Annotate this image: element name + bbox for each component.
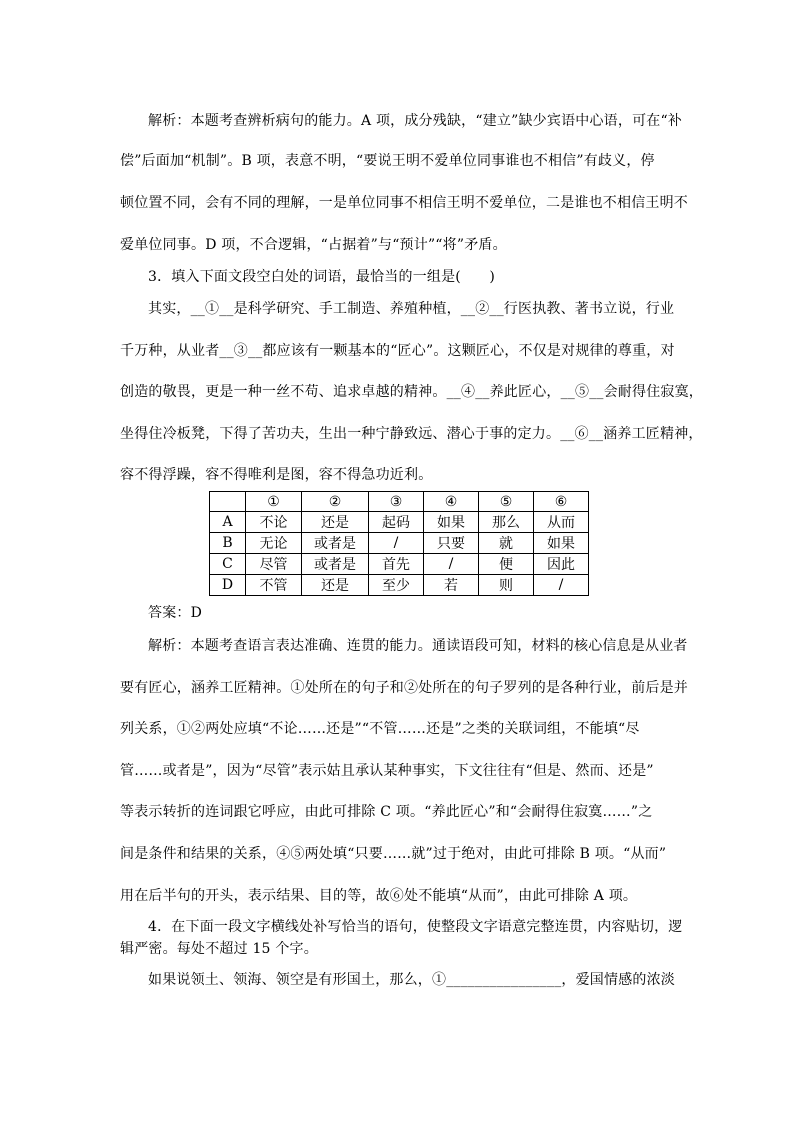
table-cell: C	[210, 554, 246, 575]
analysis-line-6: 间是条件和结果的关系，④⑤两处填“只要……就”过于绝对，由此可排除 B 项。“从而”	[120, 846, 667, 862]
table-cell: 至少	[369, 575, 424, 596]
table-cell: 那么	[479, 512, 534, 533]
analysis-line-5: 等表示转折的连词跟它呼应，由此可排除 C 项。“养此匠心”和“会耐得住寂寞……”之	[120, 804, 653, 820]
table-cell: 因此	[534, 554, 589, 575]
table-cell: 就	[479, 533, 534, 554]
table-cell: 不管	[246, 575, 302, 596]
table-cell: 如果	[424, 512, 479, 533]
explanation-line-4: 爱单位同事。D 项，不合逻辑，“占据着”与“预计”“将”矛盾。	[120, 237, 507, 253]
table-cell: 无论	[246, 533, 302, 554]
table-cell: ③	[369, 492, 424, 512]
passage-line-4: 坐得住冷板凳，下得了苦功夫，生出一种宁静致远、潜心于事的定力。__⑥__涵养工匠精神，	[120, 426, 703, 442]
table-cell: ⑥	[534, 492, 589, 512]
table-cell: ④	[424, 492, 479, 512]
table-cell: 尽管	[246, 554, 302, 575]
table-cell: ①	[246, 492, 302, 512]
table-cell: 只要	[424, 533, 479, 554]
analysis-line-7: 用在后半句的开头，表示结果、目的等，故⑥处不能填“从而”，由此可排除 A 项。	[120, 888, 638, 904]
table-cell: 便	[479, 554, 534, 575]
table-cell: 还是	[302, 575, 369, 596]
table-cell: 或者是	[302, 533, 369, 554]
question-4-line-2: 辑严密。每处不超过 15 个字。	[120, 941, 318, 957]
table-row	[210, 575, 589, 596]
table-cell: /	[424, 554, 479, 575]
explanation-line-1: 解析：本题考查辨析病句的能力。A 项，成分残缺，“建立”缺少宾语中心语，可在“补	[148, 113, 683, 129]
passage-line-3: 创造的敬畏，更是一种一丝不苟、追求卓越的精神。__④__养此匠心，__⑤__会耐得住寂寞，	[120, 384, 703, 400]
answer: 答案：D	[148, 605, 203, 621]
table-cell: 如果	[534, 533, 589, 554]
table-cell: D	[210, 575, 246, 596]
table-cell: 起码	[369, 512, 424, 533]
analysis-line-4: 管……或者是”，因为“尽管”表示姑且承认某种事实，下文往往有“但是、然而、还是”	[120, 763, 654, 779]
table-cell: ②	[302, 492, 369, 512]
analysis-line-2: 要有匠心，涵养工匠精神。①处所在的句子和②处所在的句子罗列的是各种行业，前后是并	[120, 680, 688, 696]
question-4-line-3: 如果说领土、领海、领空是有形国土，那么，①________________，爱国情感的浓淡	[148, 972, 675, 988]
table-cell: B	[210, 533, 246, 554]
table-row	[210, 512, 589, 533]
table-cell: 还是	[302, 512, 369, 533]
question-3-title: 3．填入下面文段空白处的词语，最恰当的一组是( )	[148, 269, 496, 285]
table-cell: /	[534, 575, 589, 596]
table-row	[210, 554, 589, 575]
analysis-line-3: 列关系，①②两处应填“不论……还是”“不管……还是”之类的关联词组，不能填“尽	[120, 721, 640, 737]
table-cell: ⑤	[479, 492, 534, 512]
table-cell: 或者是	[302, 554, 369, 575]
options-table	[209, 491, 589, 596]
table-cell: /	[369, 533, 424, 554]
table-cell	[210, 492, 246, 512]
question-4-line-1: 4．在下面一段文字横线处补写恰当的语句，使整段文字语意完整连贯，内容贴切，逻	[148, 919, 683, 935]
passage-line-1: 其实，__①__是科学研究、手工制造、养殖种植，__②__行医执教、著书立说，行业	[148, 301, 675, 317]
table-cell: 不论	[246, 512, 302, 533]
table-cell: 从而	[534, 512, 589, 533]
explanation-line-2: 偿”后面加“机制”。B 项，表意不明，“要说王明不爱单位同事谁也不相信”有歧义，停	[120, 153, 655, 169]
table-cell: 则	[479, 575, 534, 596]
table-cell: 首先	[369, 554, 424, 575]
passage-line-2: 千万种，从业者__③__都应该有一颗基本的“匠心”。这颗匠心，不仅是对规律的尊重，对	[120, 343, 675, 359]
table-cell: 若	[424, 575, 479, 596]
table-row	[210, 533, 589, 554]
table-header-row	[210, 492, 589, 512]
passage-line-5: 容不得浮躁，容不得唯利是图，容不得急功近利。	[120, 467, 433, 483]
explanation-line-3: 顿位置不同，会有不同的理解，一是单位同事不相信王明不爱单位，二是谁也不相信王明不	[120, 195, 688, 211]
table-cell: A	[210, 512, 246, 533]
analysis-line-1: 解析：本题考查语言表达准确、连贯的能力。通读语段可知，材料的核心信息是从业者	[148, 638, 688, 654]
